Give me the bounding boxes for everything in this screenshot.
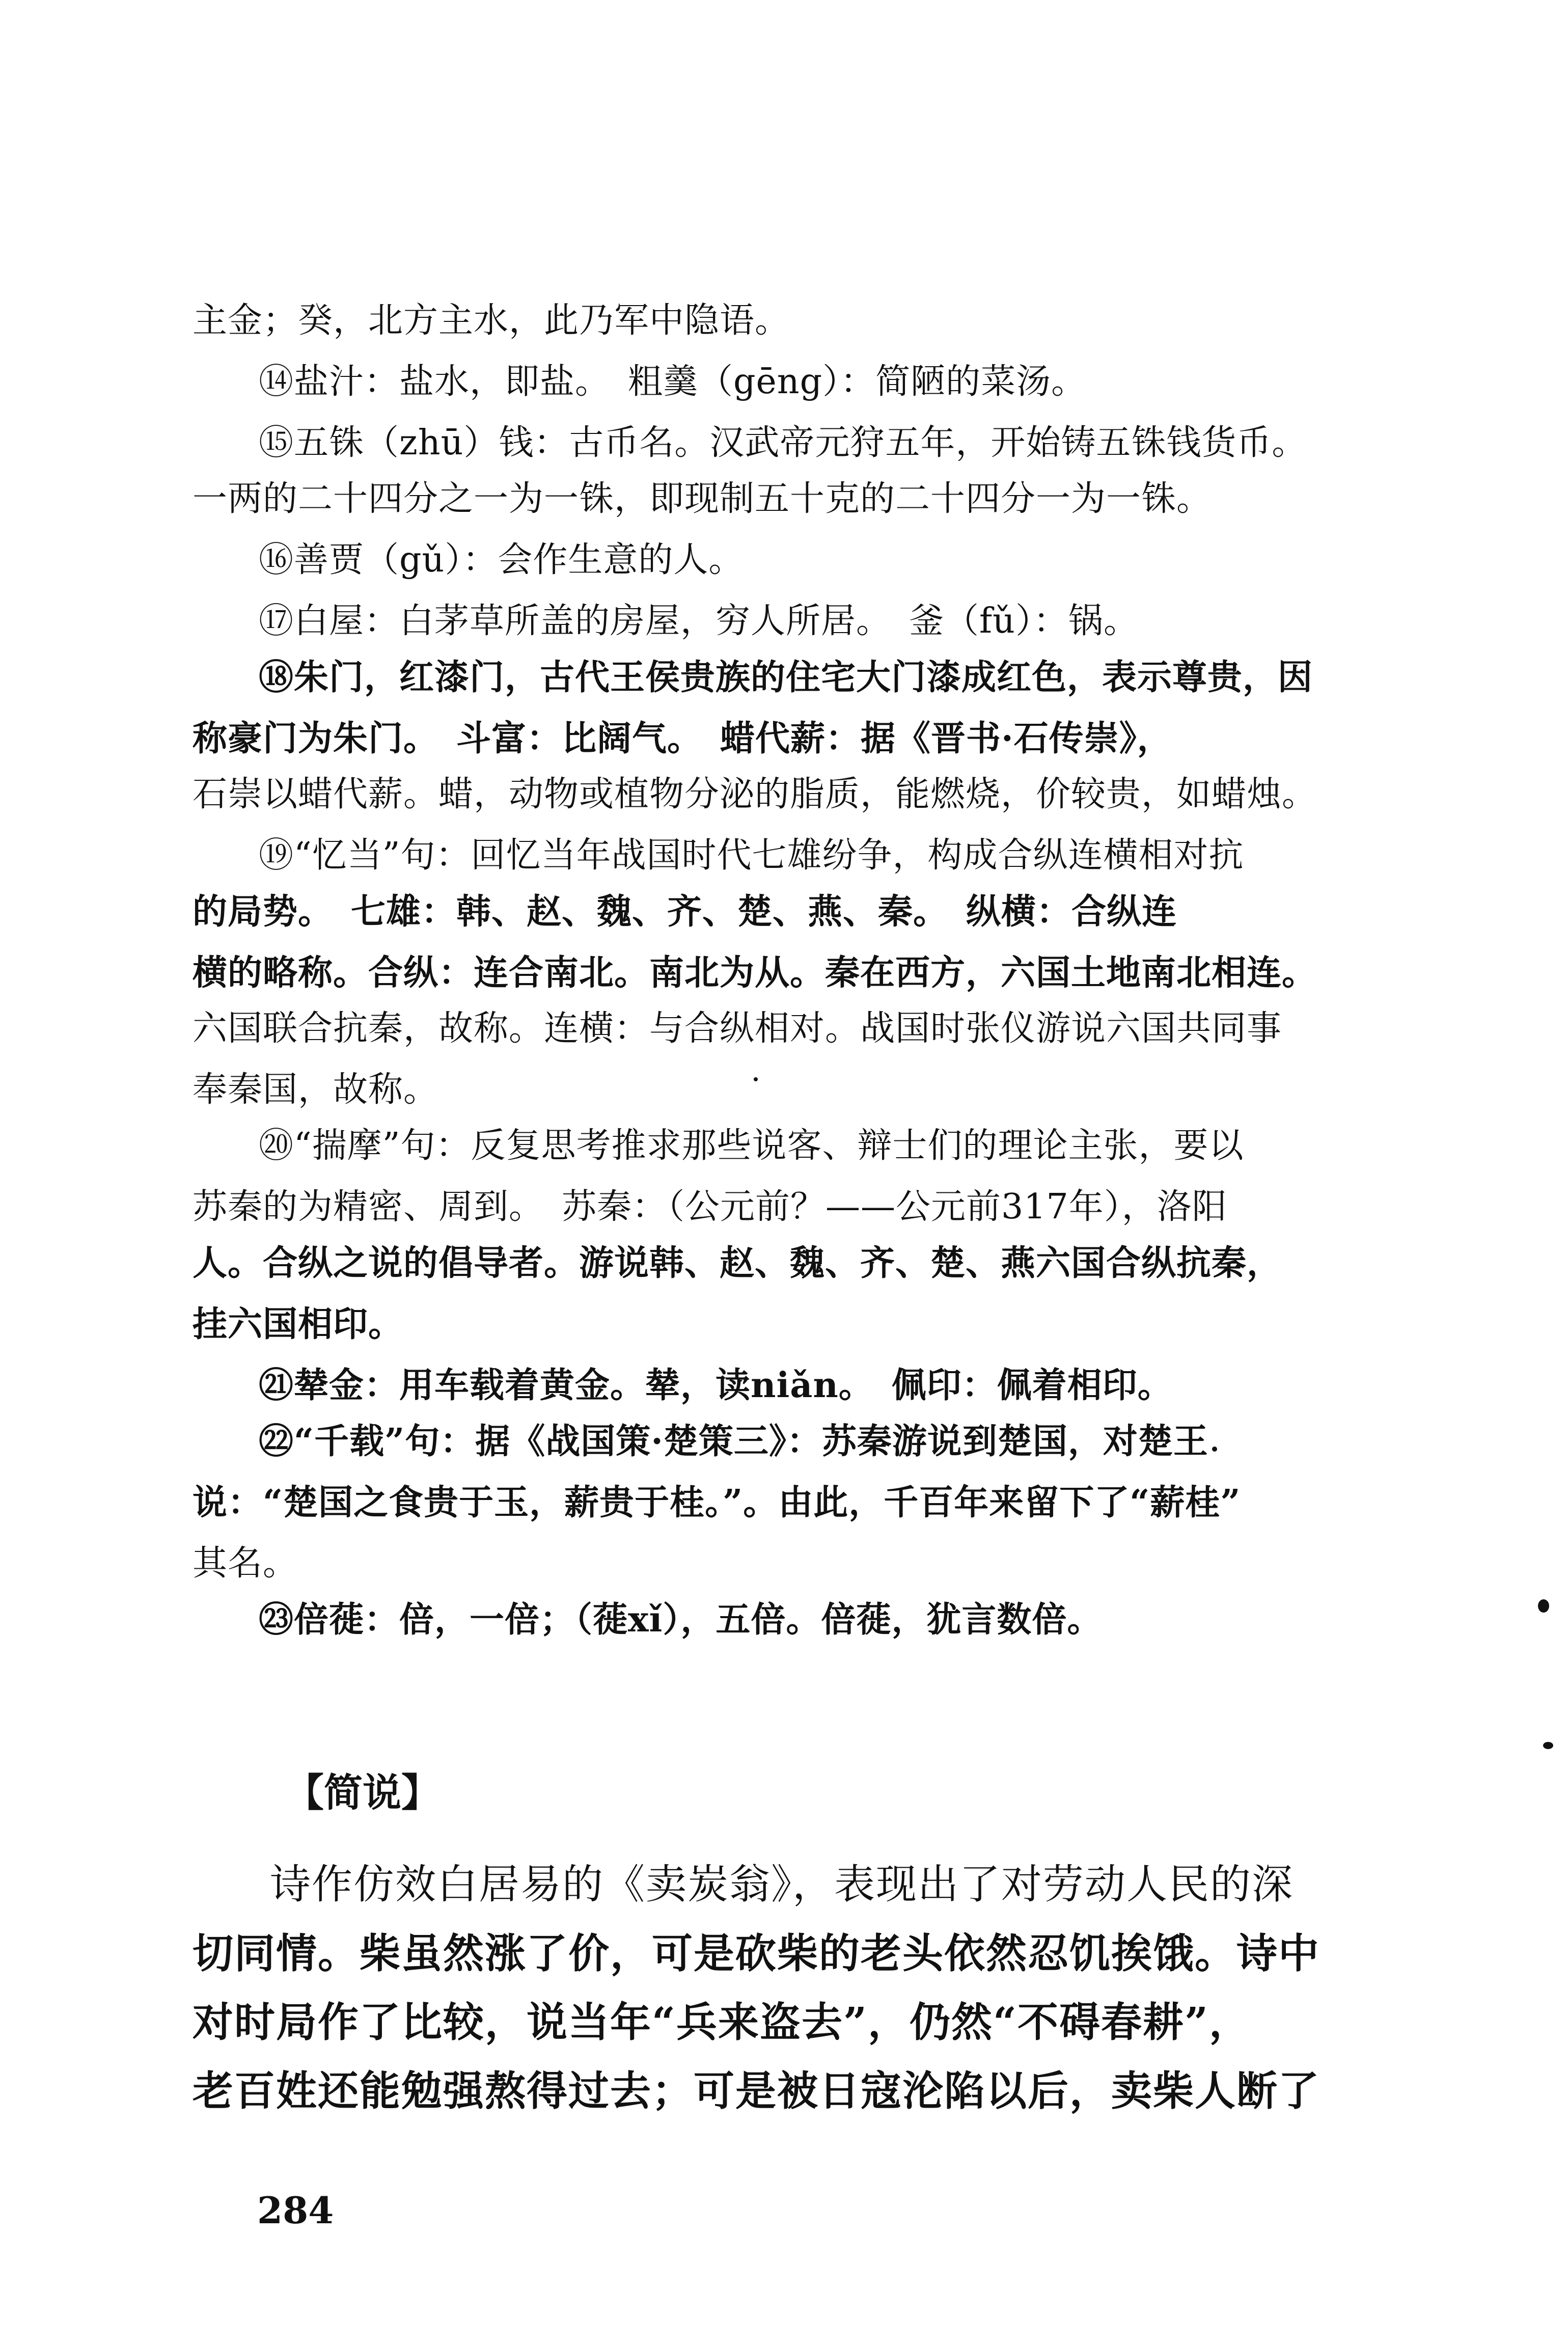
note-line: ㉓倍蓰：倍，一倍；（蓰xǐ），五倍。倍蓰，犹言数倍。 [259, 1599, 1103, 1640]
note-line: 主金；癸，北方主水，此乃军中隐语。 [192, 301, 790, 341]
body-line: 对时局作了比较，说当年“兵来盗去”，仍然“不碍春耕”， [192, 1998, 1251, 2046]
note-line: ⑳“揣摩”句：反复思考推求那些说客、辩士们的理论主张，要以 [259, 1126, 1244, 1166]
scan-speck [754, 1077, 758, 1081]
note-line: ⑰白屋：白茅草所盖的房屋，穷人所居。 釜（fǔ）：锅。 [259, 601, 1139, 641]
note-line: 说：“楚国之食贵于玉，薪贵于桂。”。由此，千百年来留下了“薪桂” [192, 1482, 1241, 1523]
note-line: ⑲“忆当”句：回忆当年战国时代七雄纷争，构成合纵连横相对抗 [259, 835, 1244, 876]
note-line: 苏秦的为精密、周到。 苏秦：（公元前？——公元前317年），洛阳 [192, 1187, 1227, 1227]
note-line: 六国联合抗秦，故称。连横：与合纵相对。战国时张仪游说六国共同事 [192, 1008, 1282, 1049]
section-heading: 【简说】 [285, 1770, 440, 1815]
note-line: 一两的二十四分之一为一铢，即现制五十克的二十四分一为一铢。 [192, 479, 1212, 519]
note-line: ⑮五铢（zhū）钱：古币名。汉武帝元狩五年，开始铸五铢钱货币。 [259, 423, 1307, 463]
note-line: ㉑辇金：用车载着黄金。辇，读niǎn。 佩印：佩着相印。 [259, 1365, 1173, 1406]
note-line: ⑭盐汁：盐水，即盐。 粗羹（gēng）：简陋的菜汤。 [259, 362, 1087, 402]
note-line: ⑱朱门，红漆门，古代王侯贵族的住宅大门漆成红色，表示尊贵，因 [259, 657, 1313, 698]
note-line: 横的略称。合纵：连合南北。南北为从。秦在西方，六国土地南北相连。 [192, 952, 1317, 993]
note-line: 其名。 [192, 1543, 298, 1584]
note-line: 石崇以蜡代薪。蜡，动物或植物分泌的脂质，能燃烧，价较贵，如蜡烛。 [192, 774, 1317, 814]
body-line: 切同情。柴虽然涨了价，可是砍柴的老头依然忍饥挨饿。诗中 [192, 1929, 1320, 1977]
note-line: 奉秦国，故称。 [192, 1070, 439, 1110]
body-line: 诗作仿效白居易的《卖炭翁》，表现出了对劳动人民的深 [270, 1861, 1294, 1908]
note-line: 人。合纵之说的倡导者。游说韩、赵、魏、齐、楚、燕六国合纵抗秦， [192, 1243, 1282, 1284]
note-line: ㉒“千载”句：据《战国策·楚策三》：苏秦游说到楚国，对楚王 [259, 1421, 1208, 1462]
scan-speck [1538, 1599, 1549, 1613]
note-line: ⑯善贾（gǔ）：会作生意的人。 [259, 540, 744, 580]
scan-speck [1543, 1742, 1553, 1749]
note-line: 的局势。 七雄：韩、赵、魏、齐、楚、燕、秦。 纵横：合纵连 [192, 891, 1177, 932]
body-line: 老百姓还能勉强熬得过去；可是被日寇沦陷以后，卖柴人断了 [192, 2067, 1320, 2115]
scan-speck [1212, 1447, 1217, 1452]
note-line: 挂六国相印。 [192, 1304, 404, 1345]
note-line: 称豪门为朱门。 斗富：比阔气。 蜡代薪：据《晋书·石传崇》， [192, 718, 1172, 759]
page-number: 284 [257, 2189, 334, 2232]
